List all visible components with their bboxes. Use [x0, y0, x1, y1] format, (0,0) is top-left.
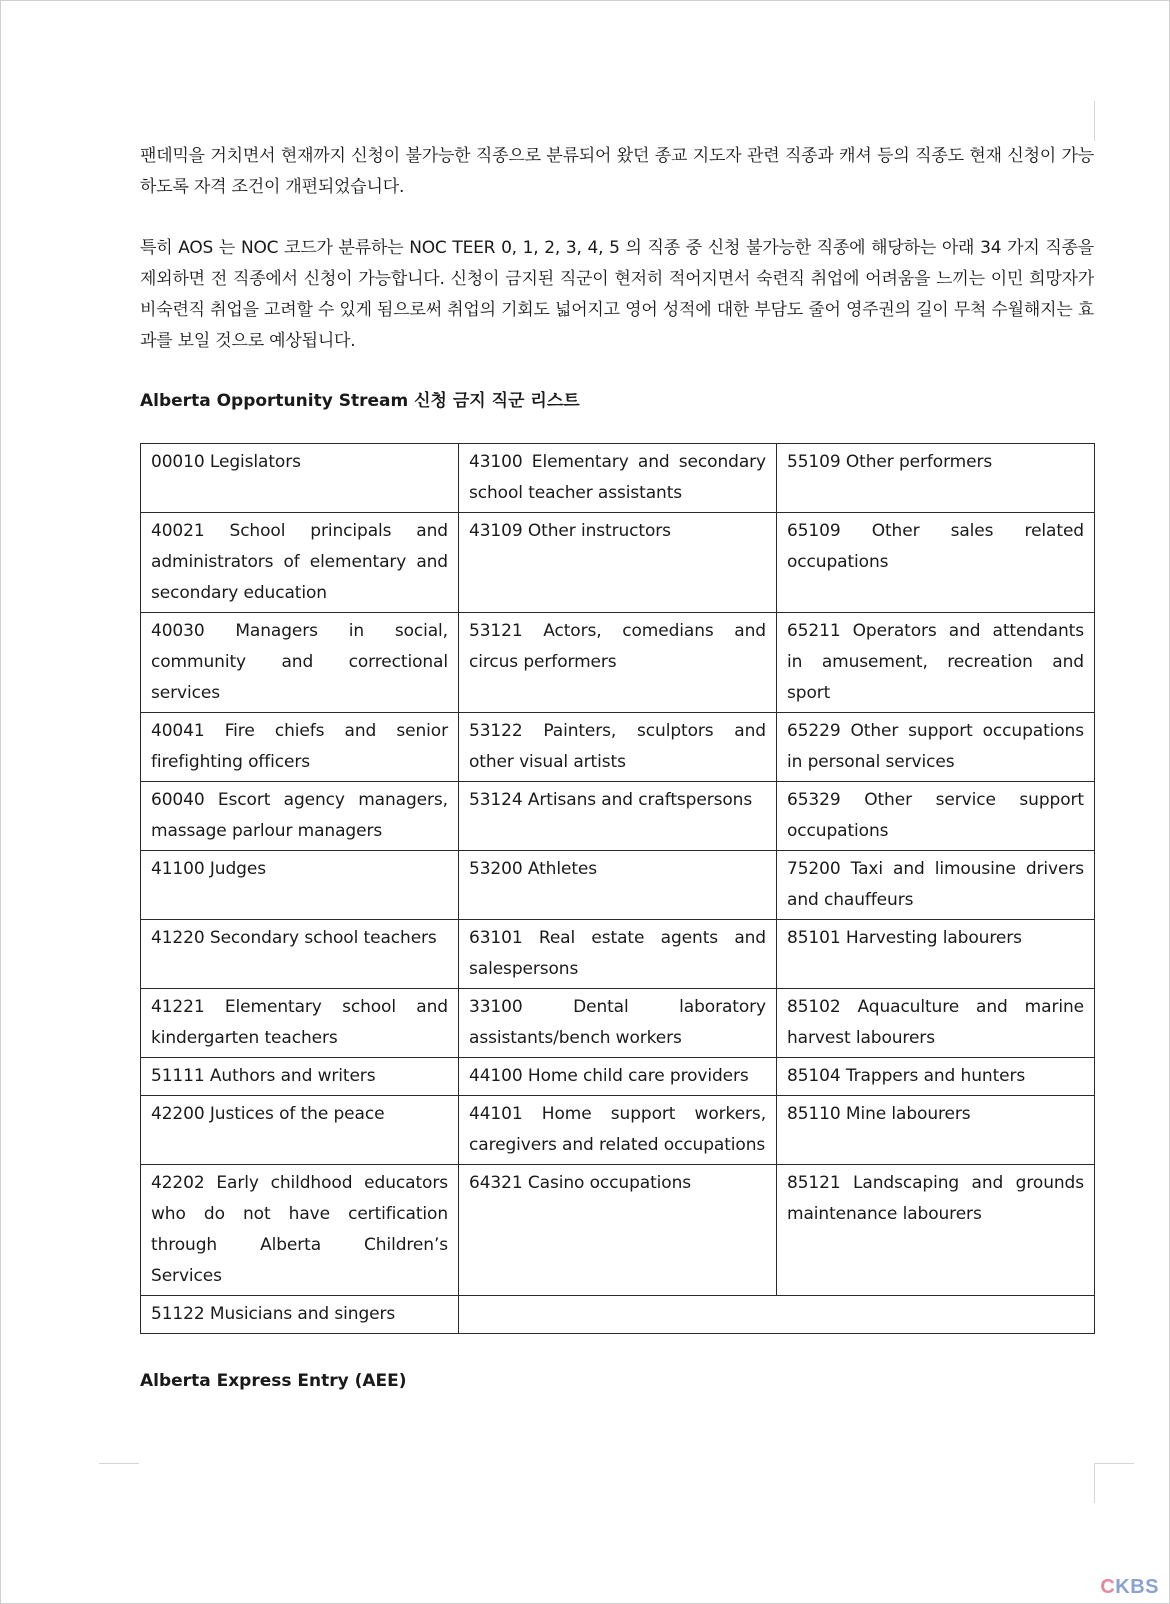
table-cell: 53200 Athletes [459, 851, 777, 920]
table-cell: 85102 Aquaculture and marine harvest labourers [777, 989, 1095, 1058]
crop-mark-bottom-right-h [1094, 1463, 1134, 1464]
crop-mark-top-right [1094, 101, 1095, 141]
table-cell: 42202 Early childhood educators who do not have certification through Alberta Children’s Services [141, 1165, 459, 1296]
table-cell: 40041 Fire chiefs and senior firefighting officers [141, 713, 459, 782]
table-row [141, 1096, 1095, 1165]
table-row [141, 989, 1095, 1058]
table-cell: 85101 Harvesting labourers [777, 920, 1095, 989]
table-cell: 65211 Operators and attendants in amusement, recreation and sport [777, 613, 1095, 713]
table-cell: 65229 Other support occupations in personal services [777, 713, 1095, 782]
table-cell: 55109 Other performers [777, 444, 1095, 513]
table-cell: 53121 Actors, comedians and circus performers [459, 613, 777, 713]
table-row [141, 713, 1095, 782]
table-cell: 85110 Mine labourers [777, 1096, 1095, 1165]
paragraph-policy-change: 팬데믹을 거치면서 현재까지 신청이 불가능한 직종으로 분류되어 왔던 종교 지도자 관련 직종과 캐셔 등의 직종도 현재 신청이 가능하도록 자격 조건이 개편되었습니다. [140, 146, 1094, 197]
table-cell: 42200 Justices of the peace [141, 1096, 459, 1165]
table-cell: 85104 Trappers and hunters [777, 1058, 1095, 1096]
table-row [141, 1165, 1095, 1296]
table-row [141, 782, 1095, 851]
table-cell: 60040 Escort agency managers, massage parlour managers [141, 782, 459, 851]
table-cell: 51122 Musicians and singers [141, 1296, 459, 1334]
table-cell: 40021 School principals and administrators of elementary and secondary education [141, 513, 459, 613]
table-cell: 64321 Casino occupations [459, 1165, 777, 1296]
broadcaster-logo [1100, 1576, 1159, 1599]
table-row [141, 613, 1095, 713]
table-row [141, 851, 1095, 920]
crop-mark-bottom-left [99, 1463, 139, 1464]
logo-part-kbs: KBS [1115, 1576, 1159, 1598]
table-cell: 44100 Home child care providers [459, 1058, 777, 1096]
table-cell: 41221 Elementary school and kindergarten teachers [141, 989, 459, 1058]
table-cell: 65329 Other service support occupations [777, 782, 1095, 851]
table-cell: 43100 Elementary and secondary school teacher assistants [459, 444, 777, 513]
table-cell: 65109 Other sales related occupations [777, 513, 1095, 613]
table-cell: 33100 Dental laboratory assistants/bench workers [459, 989, 777, 1058]
table-row [141, 920, 1095, 989]
table-cell: 53124 Artisans and craftspersons [459, 782, 777, 851]
table-cell: 41220 Secondary school teachers [141, 920, 459, 989]
heading-alberta-express-entry: Alberta Express Entry (AEE) [140, 1371, 407, 1391]
table-cell: 53122 Painters, sculptors and other visual artists [459, 713, 777, 782]
paragraph-aos-eligibility: 특히 AOS 는 NOC 코드가 분류하는 NOC TEER 0, 1, 2, 3, 4, 5 의 직종 중 신청 불가능한 직종에 해당하는 아래 34 가지 직종을 제외하면 전 직종에서 신청이 가능합니다. 신청이 금지된 직군이 현저히 적어지면서 숙련직 취업에 어려움을 느끼는 이민 희망자가 비숙련직 취업을 고려할 수 있게 됨으로써 취업의 기회도 넓어지고 영어 성적에 대한 부담도 줄어 영주권의 길이 무척 수월해지는 효과를 보일 것으로 예상됩니다. [140, 238, 1094, 351]
table-cell: 63101 Real estate agents and salespersons [459, 920, 777, 989]
table-cell: 44101 Home support workers, caregivers and related occupations [459, 1096, 777, 1165]
heading-aos-ineligible-list: Alberta Opportunity Stream 신청 금지 직군 리스트 [140, 391, 580, 411]
table-row [141, 513, 1095, 613]
table-cell: 43109 Other instructors [459, 513, 777, 613]
table-cell-empty [459, 1296, 1095, 1334]
table-cell: 00010 Legislators [141, 444, 459, 513]
table-row [141, 444, 1095, 513]
crop-mark-bottom-right-v [1094, 1463, 1095, 1503]
table-cell: 41100 Judges [141, 851, 459, 920]
table-row [141, 1058, 1095, 1096]
table-cell: 75200 Taxi and limousine drivers and chauffeurs [777, 851, 1095, 920]
logo-part-c: C [1100, 1576, 1116, 1598]
table-row [141, 1296, 1095, 1334]
table-cell: 40030 Managers in social, community and correctional services [141, 613, 459, 713]
table-cell: 51111 Authors and writers [141, 1058, 459, 1096]
document-body [140, 141, 1094, 1334]
ineligible-occupations-table [140, 443, 1095, 1334]
table-cell: 85121 Landscaping and grounds maintenance labourers [777, 1165, 1095, 1296]
